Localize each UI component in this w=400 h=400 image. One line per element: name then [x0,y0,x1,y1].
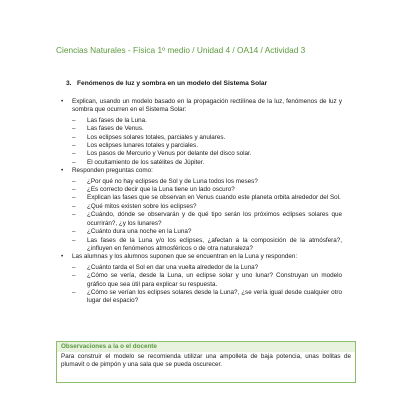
sub-item: – Los pasos de Mercurio y Venus por delante del disco solar. [72,150,342,158]
sub-item: – ¿Cómo se verían los eclipses solares desde la Luna?, ¿se vería igual desde cualquier otro lugar del espacio? [72,289,342,306]
bullet-item [58,98,342,115]
teacher-notes-body: Para construir el modelo se recomienda utilizar una ampolleta de baja potencia, unas bolitas de plumavit o de pimpón y una sala que se pueda oscurecer. [61,353,351,369]
sub-item: – ¿Cuánto dura una noche en la Luna? [72,228,342,236]
bullet-text: • Responden preguntas como: [72,167,153,175]
section-title [66,80,267,87]
sub-item: – Las fases de la Luna y/o los eclipses, ¿afectan a la composición de la atmósfera?, ¿influyen en fenómenos atmosféricos o de otra naturaleza? [72,237,342,254]
sub-item: – Los eclipses lunares totales y parciales. [72,142,342,150]
sub-item: – ¿Cómo se vería, desde la Luna, un eclipse solar y uno lunar? Construyan un modelo gráfico que sea útil para explicar su respuesta. [72,272,342,289]
sub-list [58,117,342,167]
bullet-text: • Las alumnas y los alumnos suponen que se encuentran en la Luna y responden: [72,253,298,261]
activity-content [58,98,342,306]
sub-item: – Las fases de Venus. [72,125,342,133]
sub-item: – Los eclipses solares totales, parciales y anulares. [72,134,342,142]
breadcrumb: Ciencias Naturales - Física 1º medio / Unidad 4 / OA14 / Actividad 3 [56,45,306,55]
sub-item: – Las fases de la Luna. [72,117,342,125]
sub-item: – Explican las fases que se observan en Venus cuando este planeta orbita alrededor del Sol. [72,194,342,202]
sub-item: – ¿Cuánto tarda el Sol en dar una vuelta alrededor de la Luna? [72,264,342,272]
section-title-text: Fenómenos de luz y sombra en un modelo del Sistema Solar [77,80,268,87]
sub-item: – ¿Cuándo, dónde se observarán y de qué tipo serán los próximos eclipses solares que ocurrirán?, ¿y los lunares? [72,211,342,228]
sub-item: – El ocultamiento de los satélites de Júpiter. [72,159,342,167]
sub-item: – ¿Qué mitos existen sobre los eclipses? [72,203,342,211]
bullet-item [58,253,342,261]
teacher-notes-box [56,341,356,383]
sub-item: – ¿Es correcto decir que la Luna tiene un lado oscuro? [72,186,342,194]
sub-list [58,178,342,254]
sub-list [58,264,342,306]
bullet-text: • Explican, usando un modelo basado en la propagación rectilínea de la luz, fenómenos de luz y sombra que ocurren en el Sistema Solar: [72,98,342,114]
sub-item: – ¿Por qué no hay eclipses de Sol y de Luna todos los meses? [72,178,342,186]
bullet-item [58,167,342,175]
teacher-notes-title: Observaciones a la o el docente [57,342,355,352]
section-number: 3. [66,80,72,87]
